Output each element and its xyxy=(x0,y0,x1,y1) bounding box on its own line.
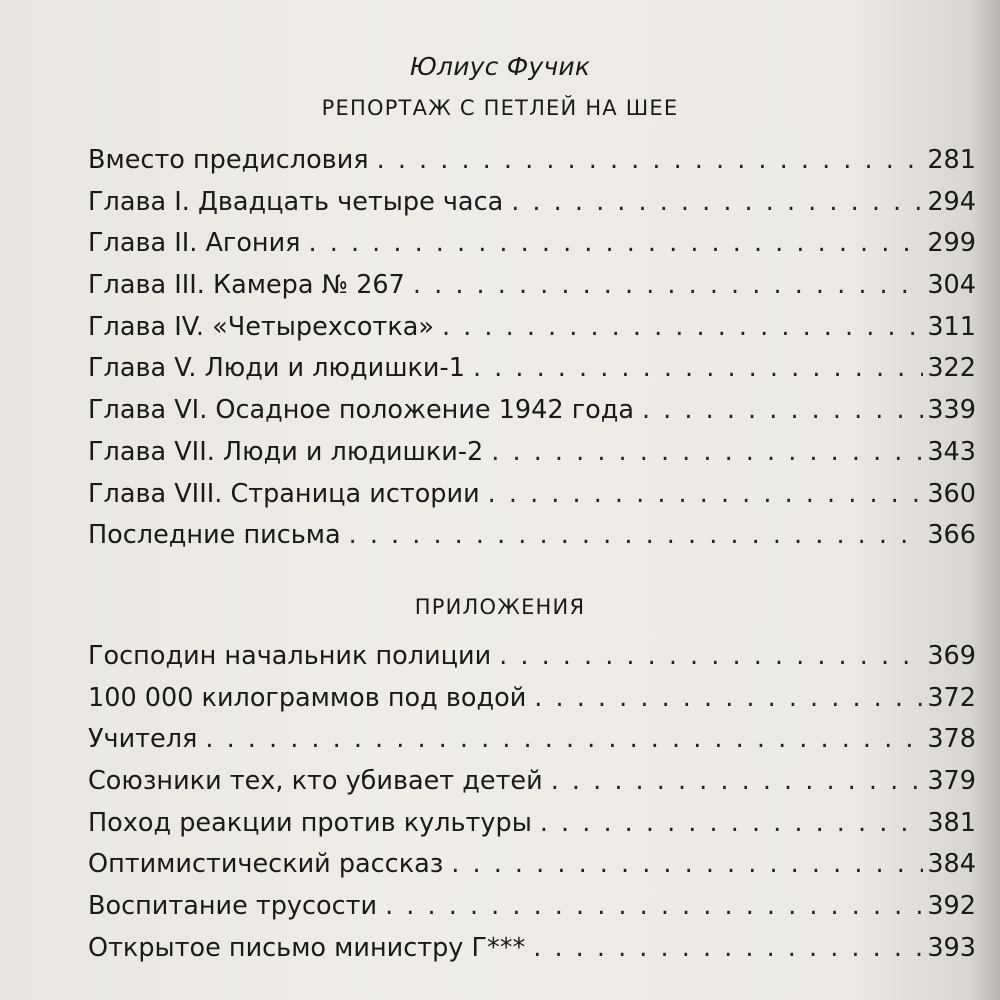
toc-entry-title: Глава I. Двадцать четыре часа xyxy=(88,186,504,217)
toc-entry-title: Оптимистический рассказ xyxy=(88,849,444,880)
dot-leader xyxy=(413,265,923,307)
dot-leader xyxy=(451,844,923,886)
author-name: Юлиус Фучик xyxy=(409,52,591,81)
toc-entry-title: Глава III. Камера № 267 xyxy=(88,270,405,301)
toc-entry-page: 369 xyxy=(927,641,976,671)
dot-leader xyxy=(488,474,924,516)
toc-entry-page: 393 xyxy=(927,932,976,963)
toc-entry-title: Вместо предисловия xyxy=(88,145,369,175)
toc-entry-title: Союзники тех, кто убивает детей xyxy=(88,766,543,797)
toc-entry-page: 379 xyxy=(927,766,976,797)
dot-leader xyxy=(309,223,924,265)
toc-entry xyxy=(88,390,976,432)
toc-entry-page: 299 xyxy=(927,228,976,259)
toc-entry-page: 322 xyxy=(927,353,976,384)
toc-entry xyxy=(88,474,976,516)
dot-leader xyxy=(491,432,923,474)
dot-leader xyxy=(642,390,923,432)
dot-leader xyxy=(473,348,923,390)
toc-entry-page: 392 xyxy=(927,891,976,922)
toc-entry-title: Воспитание трусости xyxy=(88,891,378,922)
dot-leader xyxy=(511,182,923,224)
toc-entry xyxy=(88,719,976,761)
toc-entry xyxy=(88,636,976,678)
toc-entry xyxy=(88,803,976,845)
toc-entry-page: 311 xyxy=(927,311,976,342)
dot-leader xyxy=(499,636,923,678)
dot-leader xyxy=(533,928,923,970)
dot-leader xyxy=(551,761,924,803)
toc-entry-title: Глава V. Люди и людишки-1 xyxy=(88,353,465,384)
toc-entry-page: 372 xyxy=(927,682,976,713)
dot-leader xyxy=(540,803,924,845)
toc-entry-page: 366 xyxy=(927,520,976,551)
toc-entry xyxy=(88,348,976,390)
toc-entry-page: 339 xyxy=(927,395,976,426)
toc-entry xyxy=(88,307,976,349)
toc-entry-title: Господин начальник полиции xyxy=(88,641,492,671)
toc-entry-title: 100 000 килограммов под водой xyxy=(88,682,527,713)
toc-entry-page: 378 xyxy=(927,724,976,755)
toc-entry-page: 294 xyxy=(927,186,976,217)
toc-entry xyxy=(88,678,976,720)
toc-entry-title: Глава II. Агония xyxy=(88,228,301,259)
work-title: РЕПОРТАЖ С ПЕТЛЕЙ НА ШЕЕ xyxy=(321,96,679,120)
toc-entry-title: Глава VII. Люди и людишки-2 xyxy=(88,436,484,467)
dot-leader xyxy=(349,515,924,557)
toc-entry-title: Учителя xyxy=(88,724,198,755)
toc-entry-page: 384 xyxy=(927,849,976,880)
toc-entry-title: Глава VI. Осадное положение 1942 года xyxy=(88,395,634,426)
toc-entry xyxy=(88,265,976,307)
toc-entry-title: Поход реакции против культуры xyxy=(88,807,532,838)
toc-entry xyxy=(88,515,976,557)
toc-entry xyxy=(88,761,976,803)
toc-entry-title: Глава VIII. Страница истории xyxy=(88,478,480,509)
toc-entry-page: 281 xyxy=(927,145,976,175)
dot-leader xyxy=(205,719,923,761)
appendix-heading: ПРИЛОЖЕНИЯ xyxy=(414,595,586,619)
toc-entry-page: 304 xyxy=(927,270,976,301)
dot-leader xyxy=(534,678,923,720)
toc-entry-page: 360 xyxy=(927,478,976,509)
dot-leader xyxy=(377,140,924,182)
toc-entry xyxy=(88,844,976,886)
toc-entry-page: 343 xyxy=(927,436,976,467)
dot-leader xyxy=(385,886,923,928)
dot-leader xyxy=(442,307,923,349)
toc-entry xyxy=(88,223,976,265)
toc-entry-title: Глава IV. «Четырехсотка» xyxy=(88,311,434,342)
toc-entry xyxy=(88,928,976,970)
toc-entry-title: Открытое письмо министру Г*** xyxy=(88,932,526,963)
toc-entry xyxy=(88,886,976,928)
toc-entry xyxy=(88,182,976,224)
appendix-contents xyxy=(88,636,976,970)
toc-entry xyxy=(88,140,976,182)
table-of-contents xyxy=(88,140,976,557)
toc-entry-title: Последние письма xyxy=(88,520,341,551)
toc-entry-page: 381 xyxy=(927,807,976,838)
toc-entry xyxy=(88,432,976,474)
